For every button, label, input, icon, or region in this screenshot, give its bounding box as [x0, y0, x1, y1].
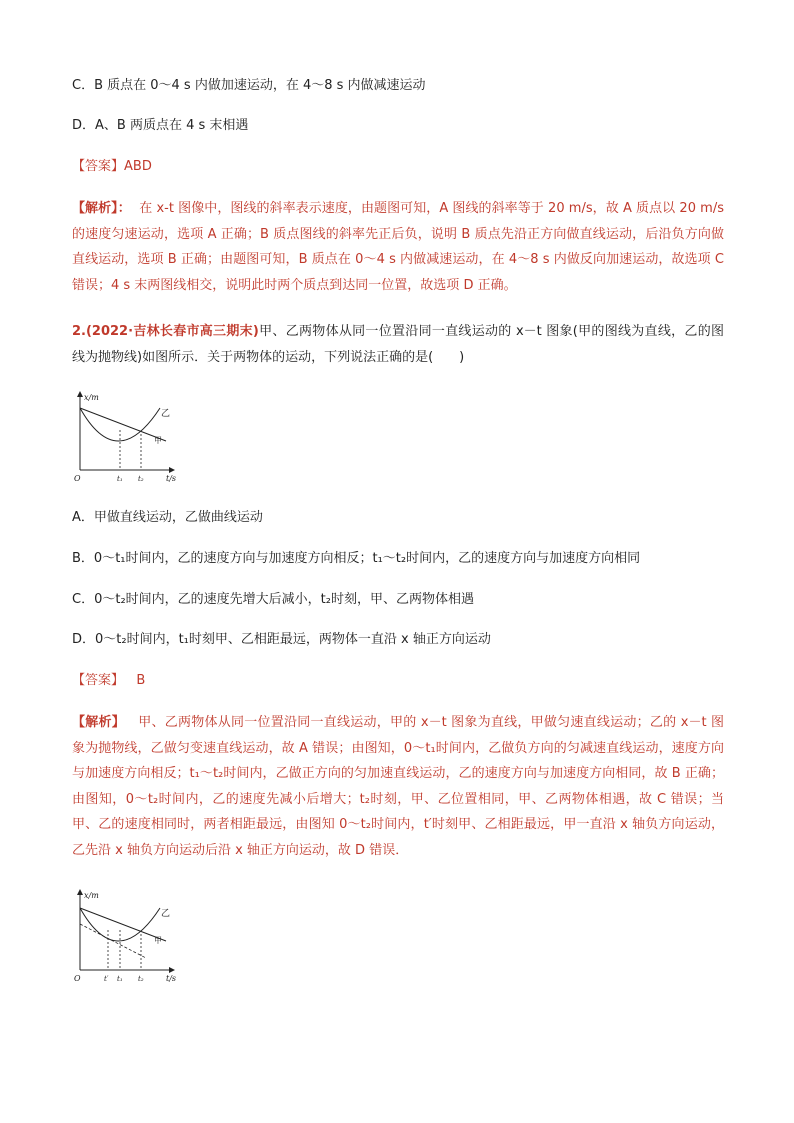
- answer-tag: 【答案】: [72, 159, 125, 174]
- t1-label: t₁: [117, 475, 123, 483]
- x-axis-label: t/s: [166, 974, 177, 983]
- t2-label: t₂: [138, 975, 144, 983]
- t1-label: t₁: [117, 975, 123, 983]
- question-source: (2022·吉林长春市高三期末): [85, 324, 259, 339]
- y-axis-label: x/m: [84, 393, 99, 402]
- option-b: B．0～t₁时间内，乙的速度方向与加速度方向相反；t₁～t₂时间内，乙的速度方向与加速度方向相同: [72, 551, 641, 566]
- analysis-tag-2: 【解析】: [72, 715, 126, 730]
- answer-line-2: [72, 671, 145, 691]
- question-stem-text: 甲、乙两物体从同一位置沿同一直线运动的 x－t 图象(甲的图线为直线，乙的图线为抛物线)如图所示．关于两物体的运动，下列说法正确的是( ): [72, 324, 724, 365]
- origin-label: O: [74, 974, 81, 983]
- answer-value-2: B: [136, 673, 146, 688]
- y-axis-label: x/m: [84, 891, 99, 900]
- jia-label: 甲: [154, 436, 162, 445]
- answer-value: ABD: [124, 159, 152, 174]
- option-d: D．0～t₂时间内，t₁时刻甲、乙相距最远，两物体一直沿 x 轴正方向运动: [72, 632, 491, 647]
- yi-label: 乙: [161, 409, 171, 419]
- option-c-text: C．B 质点在 0～4 s 内做加速运动，在 4～8 s 内做减速运动: [72, 78, 426, 93]
- analysis-tag: 【解析】：: [72, 201, 131, 216]
- xt-graph-figure-1: [70, 388, 182, 488]
- jia-label: 甲: [154, 936, 162, 945]
- yi-label: 乙: [161, 909, 171, 919]
- analysis-text: 在 x-t 图像中，图线的斜率表示速度，由题图可知，A 图线的斜率等于 20 m/s，故 A 质点以 20 m/s 的速度匀速运动，选项 A 正确；B 质点图线的斜率先正后负，说明 B 质点先沿正方向做直线运动，后沿负方向做直线运动，选项 B 正确；由题图可知，B 质点在 0～4 s 内做减速运动，在 4～8 s 内做反向加速运动，故选项 C 错误；4 s 末两图线相交，说明此时两个质点到达同一位置，故选项 D 正确。: [72, 201, 724, 293]
- option-a: A．甲做直线运动，乙做曲线运动: [72, 510, 263, 525]
- analysis-paragraph-2: [72, 710, 724, 863]
- option-c: C．0～t₂时间内，乙的速度先增大后减小，t₂时刻，甲、乙两物体相遇: [72, 592, 474, 607]
- question-number: 2.: [72, 324, 86, 339]
- xt-graph-figure-2: [70, 886, 182, 986]
- tprime-label: t′: [104, 975, 109, 983]
- analysis-paragraph-1: [72, 196, 724, 298]
- t2-label: t₂: [138, 475, 144, 483]
- x-axis-label: t/s: [166, 474, 177, 483]
- origin-label: O: [74, 474, 81, 483]
- analysis-text-2: 甲、乙两物体从同一位置沿同一直线运动，甲的 x－t 图象为直线，甲做匀速直线运动；乙的 x－t 图象为抛物线，乙做匀变速直线运动，故 A 错误；由图知，0～t₁时间内，乙做负方向的匀减速直线运动，速度方向与加速度方向相反；t₁～t₂时间内，乙做正方向的匀加速直线运动，乙的速度方向与加速度方向相同，故 B 正确；由图知，0～t₂时间内，乙的速度先减小后增大；t₂时刻，甲、乙位置相同，甲、乙两物体相遇，故 C 错误；当甲、乙的速度相同时，两者相距最远，由图知 0～t₂时间内，t′时刻甲、乙相距最远，甲一直沿 x 轴负方向运动，乙先沿 x 轴负方向运动后沿 x 轴正方向运动，故 D 错误．: [72, 715, 724, 858]
- question-2-stem: [72, 319, 724, 370]
- option-d-text: D．A、B 两质点在 4 s 末相遇: [72, 118, 249, 133]
- answer-tag-2: 【答案】: [72, 673, 125, 688]
- answer-line: [72, 157, 152, 177]
